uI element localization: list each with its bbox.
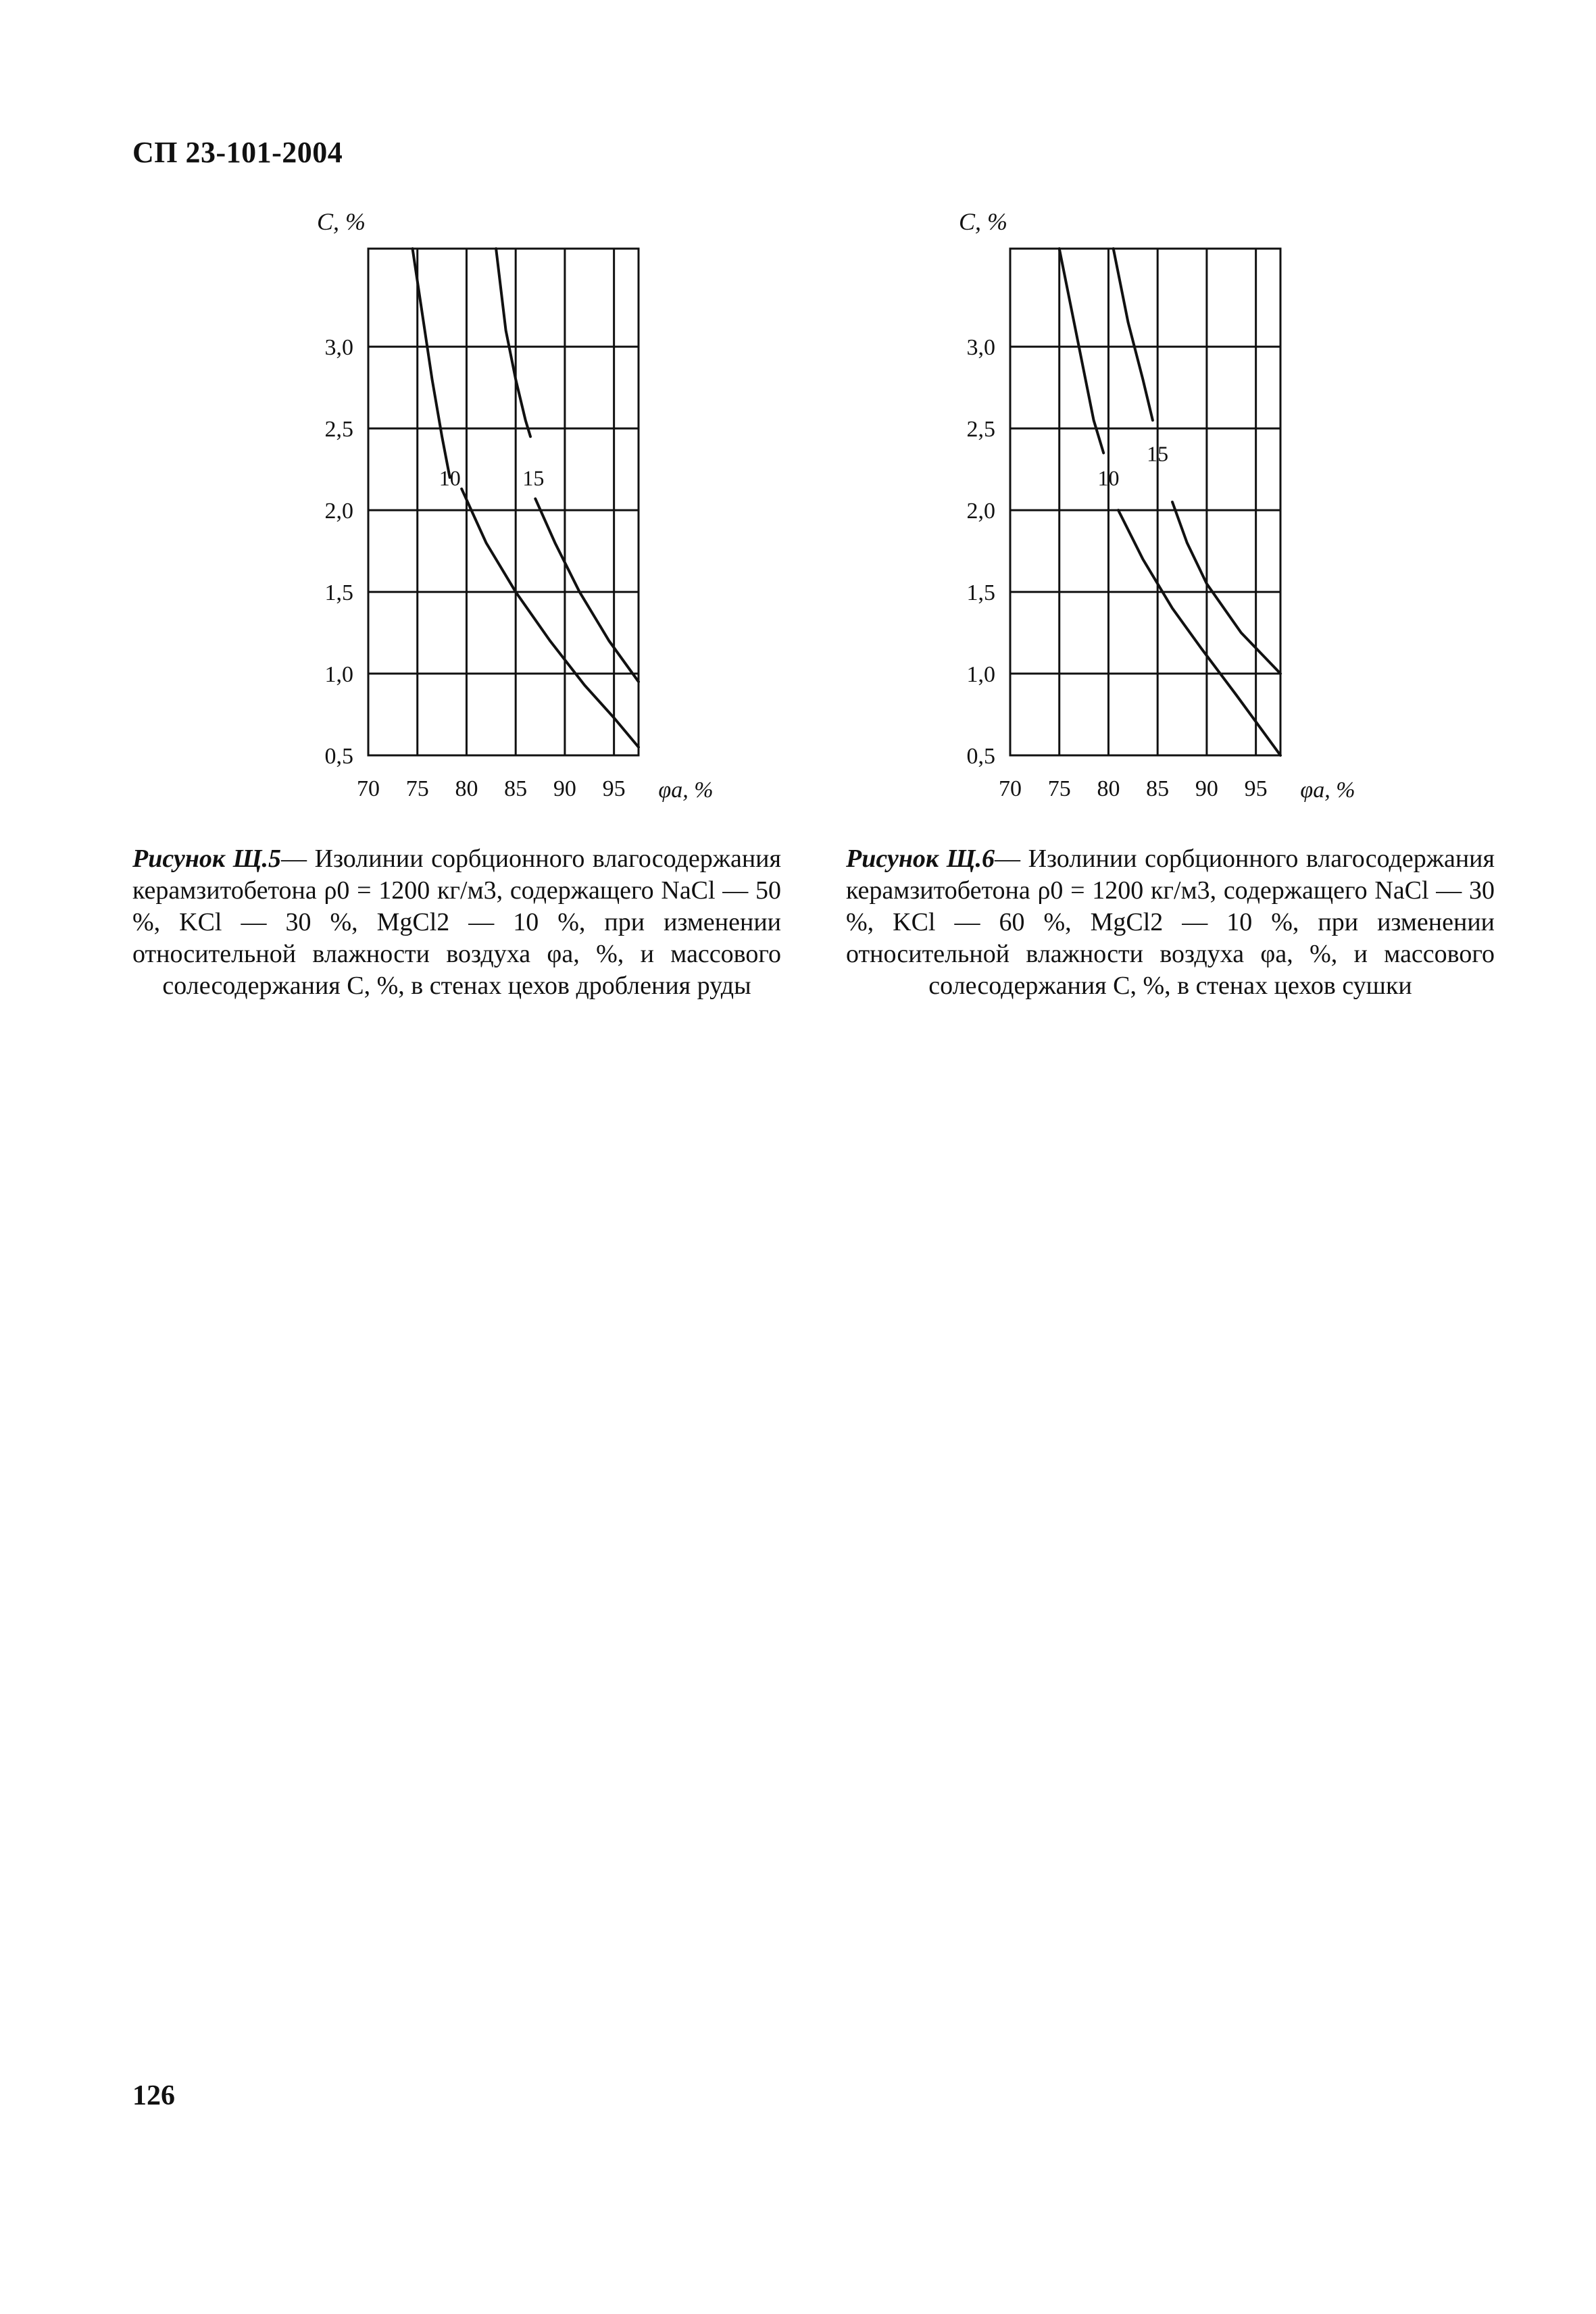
page-number: 126 (132, 2080, 175, 2111)
x-tick-label: 70 (357, 776, 380, 801)
y-axis-label: C, % (317, 208, 366, 235)
x-tick-label: 95 (1244, 776, 1268, 801)
y-tick-label: 2,5 (324, 417, 353, 443)
plot-frame (1010, 249, 1280, 755)
figure-label: Рисунок Щ.5 (132, 845, 282, 873)
y-tick-label: 3,0 (324, 335, 353, 361)
y-axis-label: C, % (959, 208, 1007, 235)
isoline-curve (462, 489, 639, 747)
figure-caption-sch6 (846, 843, 1495, 1002)
chart-figure-sch5 (297, 203, 716, 811)
isoline-curve (1114, 249, 1153, 420)
x-tick-label: 85 (504, 776, 528, 801)
y-tick-label: 1,5 (966, 580, 995, 606)
x-axis-label: φa, % (658, 778, 714, 803)
y-tick-label: 2,0 (966, 499, 995, 524)
y-tick-label: 0,5 (324, 744, 353, 769)
y-tick-label: 0,5 (966, 744, 995, 769)
isoline-label: 15 (1147, 441, 1169, 466)
figure-caption-text: — Изолинии сорбционного влагосодержания керамзитобетона ρ0 = 1200 кг/м3, содержащего NaCl — 30 %, KCl — 60 %, MgCl2 — 10 %, при изменении относительной влажности воздуха φa, %, и массового солесодержания C, %, в стенах цехов сушки (846, 845, 1495, 1000)
isoline-curve (496, 249, 530, 436)
x-tick-label: 85 (1146, 776, 1170, 801)
y-tick-label: 1,5 (324, 580, 353, 606)
x-tick-label: 90 (553, 776, 576, 801)
x-tick-label: 80 (1097, 776, 1120, 801)
x-tick-label: 75 (405, 776, 429, 801)
x-tick-label: 95 (602, 776, 626, 801)
x-tick-label: 70 (999, 776, 1022, 801)
isoline-label: 15 (522, 466, 545, 491)
plot-frame (368, 249, 639, 755)
isoline-curve (1172, 502, 1280, 674)
y-tick-label: 1,0 (324, 662, 353, 688)
x-tick-label: 75 (1047, 776, 1071, 801)
isoline-curve (1059, 249, 1104, 453)
y-tick-label: 2,5 (966, 417, 995, 443)
figure-caption-text: — Изолинии сорбционного влагосодержания керамзитобетона ρ0 = 1200 кг/м3, содержащего NaCl — 50 %, KCl — 30 %, MgCl2 — 10 %, при изменении относительной влажности воздуха φa, %, и массового солесодержания C, %, в стенах цехов дробления руды (132, 845, 781, 1000)
document-code: СП 23-101-2004 (132, 136, 343, 169)
isoline-label: 10 (439, 466, 461, 491)
isoline-label: 10 (1097, 466, 1120, 491)
x-axis-label: φa, % (1300, 778, 1355, 803)
y-tick-label: 1,0 (966, 662, 995, 688)
y-tick-label: 2,0 (324, 499, 353, 524)
isoline-curve (535, 499, 639, 682)
figure-caption-sch5 (132, 843, 781, 1002)
x-tick-label: 80 (455, 776, 478, 801)
x-tick-label: 90 (1195, 776, 1218, 801)
chart-figure-sch6 (939, 203, 1358, 811)
y-tick-label: 3,0 (966, 335, 995, 361)
figure-label: Рисунок Щ.6 (846, 845, 995, 873)
